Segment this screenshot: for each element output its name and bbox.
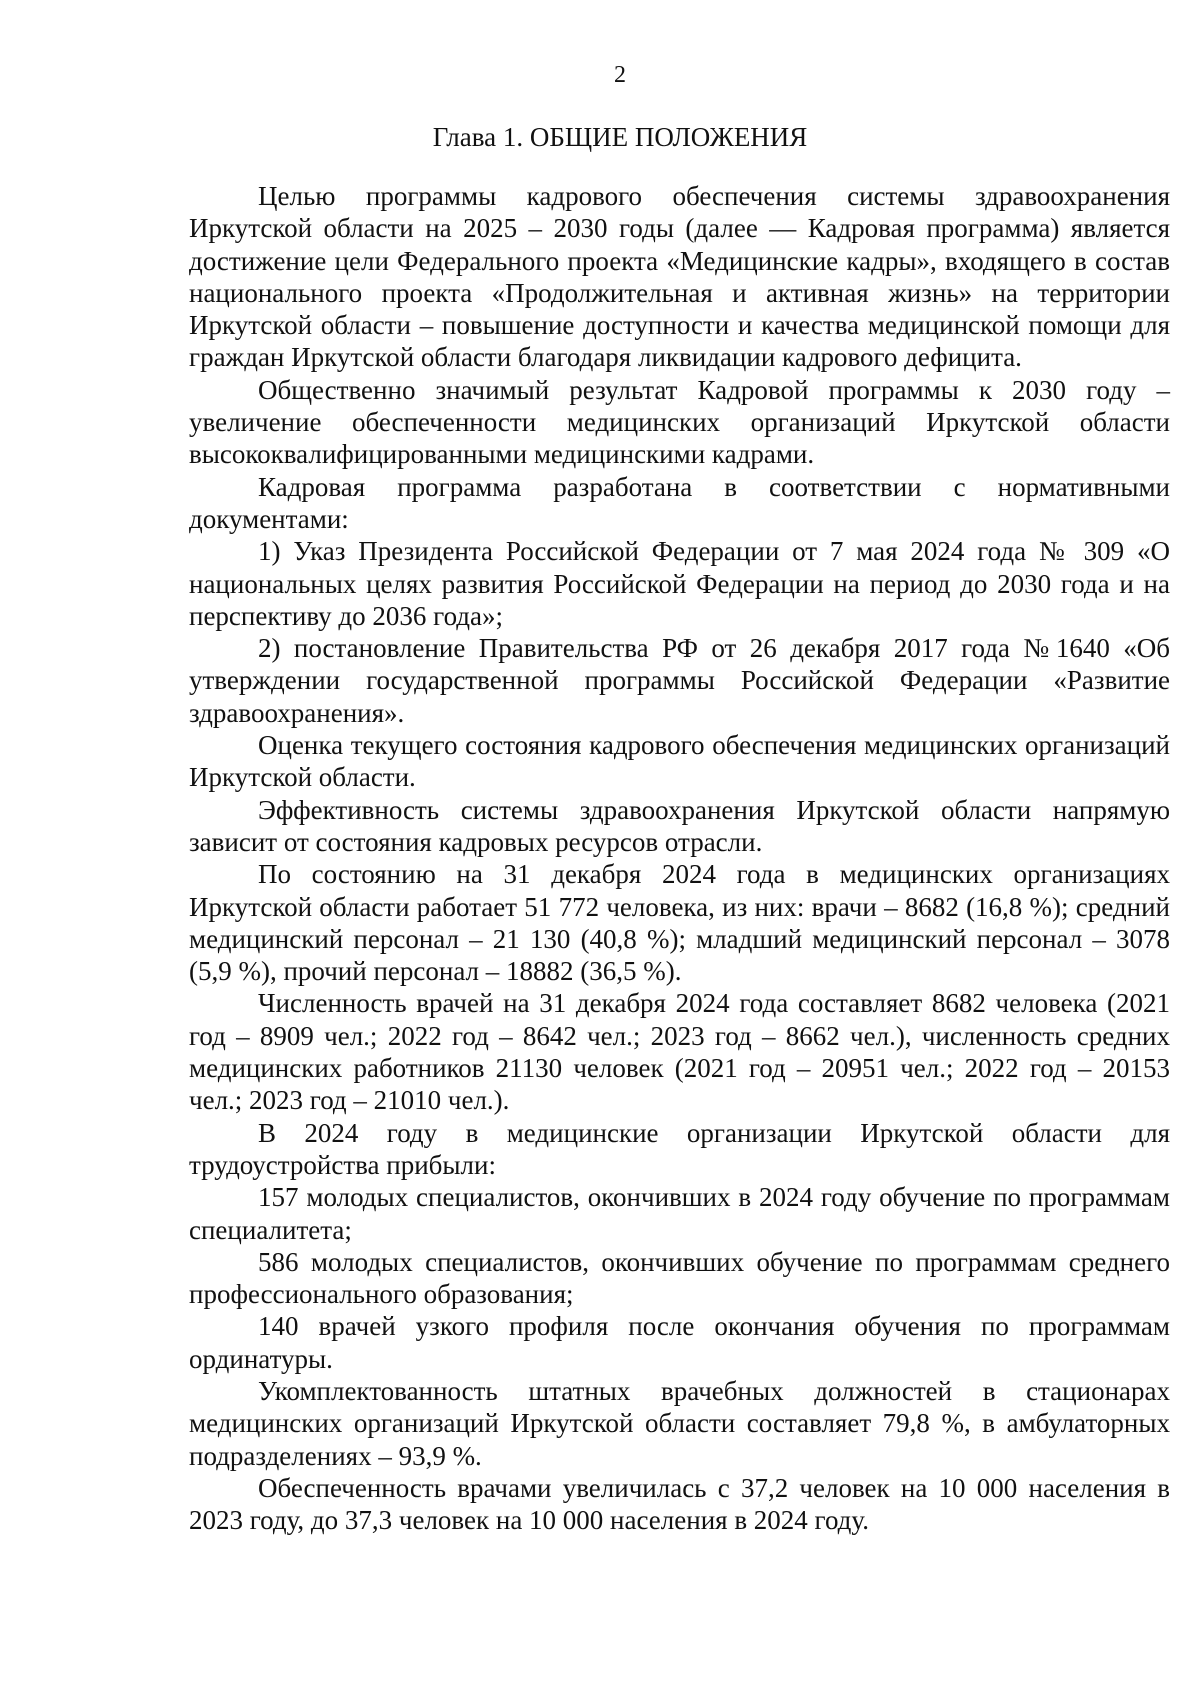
paragraph: 157 молодых специалистов, окончивших в 2024 году обучение по программам специалитета; xyxy=(189,1182,1170,1245)
paragraph: Оценка текущего состояния кадрового обеспечения медицинских организаций Иркутской области. xyxy=(189,730,1170,793)
paragraph: По состоянию на 31 декабря 2024 года в медицинских организациях Иркутской области работает 51 772 человека, из них: врачи – 8682 (16,8 %); средний медицинский персонал – 21 130 (40,8 %); младший медицинский персонал – 3078 (5,9 %), прочий персонал – 18882 (36,5 %). xyxy=(189,859,1170,987)
paragraph: Эффективность системы здравоохранения Иркутской области напрямую зависит от состояния кадровых ресурсов отрасли. xyxy=(189,794,1170,857)
paragraph: Численность врачей на 31 декабря 2024 года составляет 8682 человека (2021 год – 8909 чел.; 2022 год – 8642 чел.; 2023 год – 8662 чел.), численность средних медицинских работников 21130 человек (2021 год – 20951 чел.; 2022 год – 20153 чел.; 2023 год – 21010 чел.). xyxy=(189,988,1170,1116)
paragraph: 2) постановление Правительства РФ от 26 декабря 2017 года №1640 «Об утверждении государственной программы Российской Федерации «Развитие здравоохранения». xyxy=(189,633,1170,728)
paragraph: Обеспеченность врачами увеличилась с 37,2 человек на 10 000 населения в 2023 году, до 37,3 человек на 10 000 населения в 2024 году. xyxy=(189,1472,1170,1536)
paragraph: 1) Указ Президента Российской Федерации от 7 мая 2024 года № 309 «О национальных целях развития Российской Федерации на период до 2030 года и на перспективу до 2036 года»; xyxy=(189,536,1170,631)
paragraph: Укомплектованность штатных врачебных должностей в стационарах медицинских организаций Иркутской области составляет 79,8 %, в амбулаторных подразделениях – 93,9 %. xyxy=(189,1375,1170,1471)
paragraph: 586 молодых специалистов, окончивших обучение по программам среднего профессионального образования; xyxy=(189,1246,1170,1310)
paragraph: В 2024 году в медицинские организации Иркутской области для трудоустройства прибыли: xyxy=(189,1117,1170,1180)
paragraph: Целью программы кадрового обеспечения системы здравоохранения Иркутской области на 2025 – 2030 годы (далее — Кадровая программа) является достижение цели Федерального проекта «Медицинские кадры», входящего в состав национального проекта «Продолжительная и активная жизнь» на территории Иркутской области – повышение доступности и качества медицинской помощи для граждан Иркутской области благодаря ликвидации кадрового дефицита. xyxy=(189,181,1170,373)
paragraph: Кадровая программа разработана в соответствии с нормативными документами: xyxy=(189,471,1170,534)
page-number: 2 xyxy=(614,62,626,88)
document-body xyxy=(189,180,1170,1536)
paragraph: 140 врачей узкого профиля после окончания обучения по программам ординатуры. xyxy=(189,1311,1170,1374)
chapter-heading: Глава 1. ОБЩИЕ ПОЛОЖЕНИЯ xyxy=(432,122,808,152)
paragraph: Общественно значимый результат Кадровой программы к 2030 году – увеличение обеспеченности медицинских организаций Иркутской области высококвалифицированными медицинскими кадрами. xyxy=(189,374,1170,470)
